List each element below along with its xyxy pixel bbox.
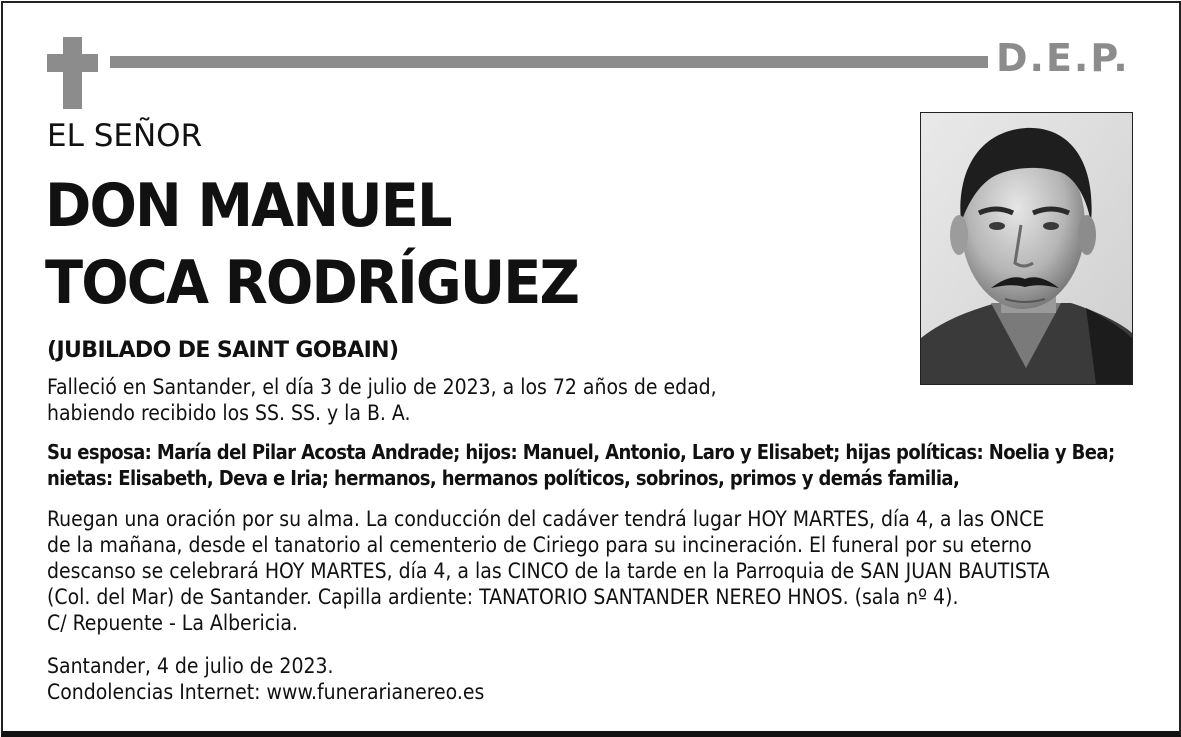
ceremony-line: (Col. del Mar) de Santander. Capilla ardiente: TANATORIO SANTANDER NEREO HNOS. (sala nº 4). [47, 585, 959, 609]
condolences-line: Condolencias Internet: www.funerarianereo.es [47, 680, 485, 704]
ceremony-line: C/ Repuente - La Albericia. [47, 611, 298, 635]
deceased-name [45, 168, 578, 322]
notice-line: Falleció en Santander, el día 3 de julio de 2023, a los 72 años de edad, [47, 375, 717, 399]
family-line: Su esposa: María del Pilar Acosta Andrade; hijos: Manuel, Antonio, Laro y Elisabet; hijas políticas: Noelia y Bea; [47, 440, 1115, 464]
ceremony-line: descanso se celebrará HOY MARTES, día 4, a las CINCO de la tarde en la Parroquia de SAN JUAN BAUTISTA [47, 559, 1050, 583]
death-notice [47, 374, 717, 426]
family-line: nietas: Elisabeth, Deva e Iria; hermanos, hermanos políticos, sobrinos, primos y demás familia, [47, 466, 960, 490]
name-line: DON MANUEL [45, 171, 451, 241]
occupation-subtitle: (JUBILADO DE SAINT GOBAIN) [47, 338, 399, 363]
ceremony-details [47, 506, 1050, 636]
notice-line: habiendo recibido los SS. SS. y la B. A. [47, 401, 411, 425]
ceremony-line: de la mañana, desde el tanatorio al cementerio de Ciriego para su incineración. El funeral por su eterno [47, 533, 1032, 557]
footer-info [47, 653, 484, 705]
family-list [47, 439, 1115, 491]
title-prefix: EL SEÑOR [47, 118, 203, 154]
date-line: Santander, 4 de julio de 2023. [47, 654, 334, 678]
header-rule [110, 56, 988, 68]
portrait-photo [920, 112, 1133, 385]
ceremony-line: Ruegan una oración por su alma. La conducción del cadáver tendrá lugar HOY MARTES, día 4, a las ONCE [47, 507, 1045, 531]
dep-label: D.E.P. [996, 36, 1130, 80]
name-line: TOCA RODRÍGUEZ [45, 248, 579, 318]
